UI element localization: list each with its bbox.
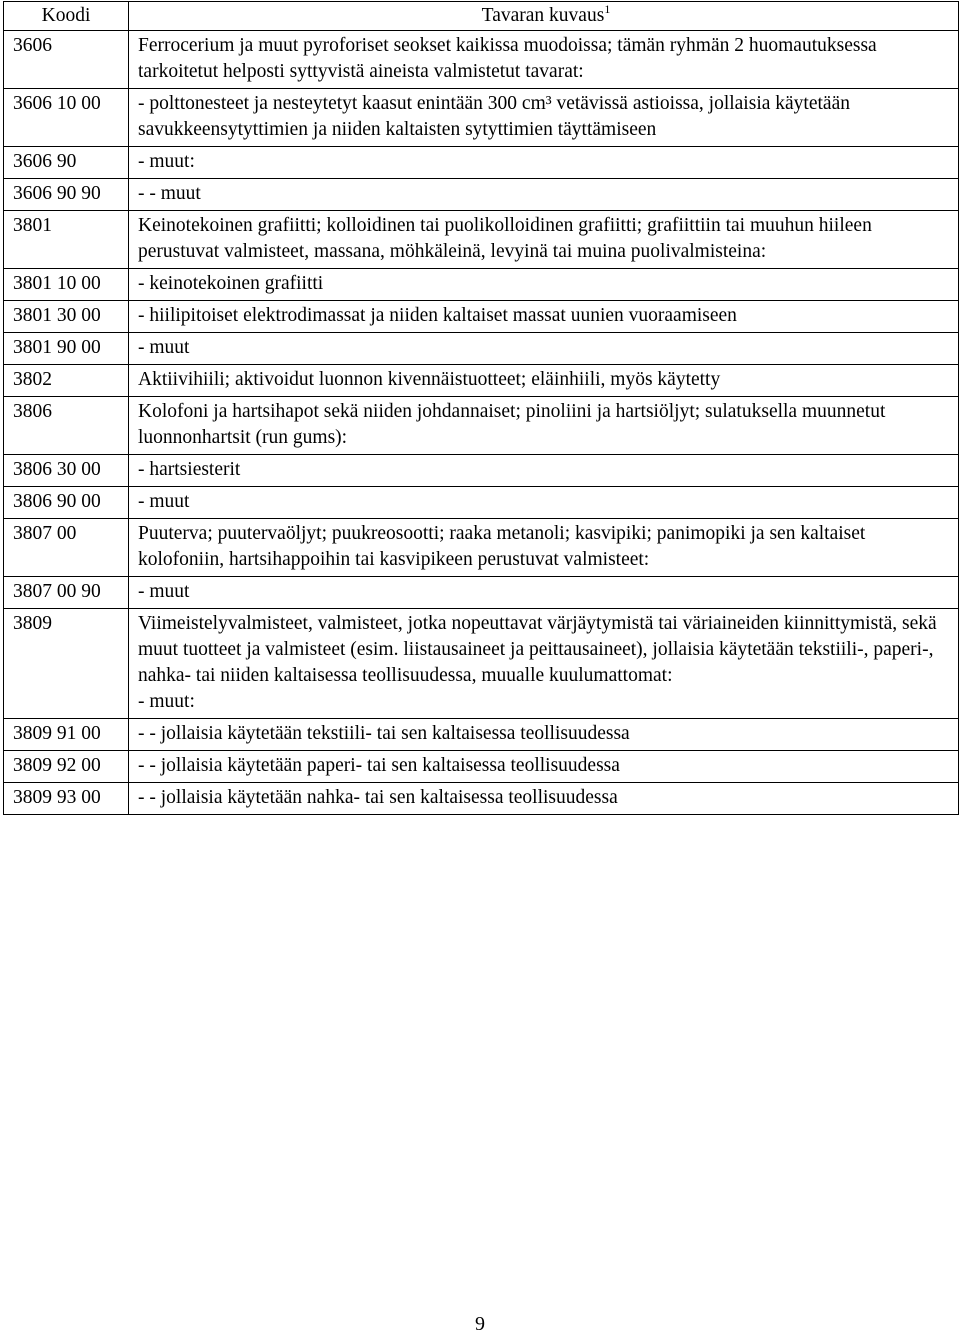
- row-description: - muut: [129, 577, 959, 609]
- row-description: - - muut: [129, 179, 959, 211]
- row-description: - - jollaisia käytetään paperi- tai sen kaltaisessa teollisuudessa: [129, 751, 959, 783]
- table-row: [4, 609, 959, 719]
- table-row: [4, 89, 959, 147]
- row-description: - muut: [129, 487, 959, 519]
- row-description: - muut:: [129, 147, 959, 179]
- row-code: 3606 90: [4, 147, 129, 179]
- row-description-sub: - muut:: [138, 691, 195, 712]
- table-row: [4, 455, 959, 487]
- table-row: [4, 211, 959, 269]
- row-description: - - jollaisia käytetään tekstiili- tai sen kaltaisessa teollisuudessa: [129, 719, 959, 751]
- row-description: - hartsiesterit: [129, 455, 959, 487]
- row-description: Keinotekoinen grafiitti; kolloidinen tai puolikolloidinen grafiitti; grafiittiin tai muuhun hiileen perustuvat valmisteet, massana, möhkäleinä, levyinä tai muina puolivalmisteina:: [129, 211, 959, 269]
- tariff-code-table: [3, 1, 959, 815]
- row-description: [129, 609, 959, 719]
- table-row: [4, 751, 959, 783]
- row-description-main: Viimeistelyvalmisteet, valmisteet, jotka nopeuttavat värjäytymistä tai väriaineiden kiinnittymistä, sekä muut tuotteet ja valmisteet (esim. liistausaineet ja peittausaineet), jollaisia käytetään tekstiili-, paperi-, nahka- tai niiden kaltaisessa teollisuudessa, muualle kuulumattomat:: [138, 613, 937, 686]
- row-description: Ferrocerium ja muut pyroforiset seokset kaikissa muodoissa; tämän ryhmän 2 huomautuksessa tarkoitetut helposti syttyvistä aineista valmistetut tavarat:: [129, 31, 959, 89]
- row-code: 3806 90 00: [4, 487, 129, 519]
- row-description: Puuterva; puutervaöljyt; puukreosootti; raaka metanoli; kasvipiki; panimopiki ja sen kaltaiset kolofoniin, hartsihappoihin tai kasvipikeen perustuvat valmisteet:: [129, 519, 959, 577]
- table-row: [4, 397, 959, 455]
- row-description: - - jollaisia käytetään nahka- tai sen kaltaisessa teollisuudessa: [129, 783, 959, 815]
- table-row: [4, 269, 959, 301]
- row-code: 3807 00: [4, 519, 129, 577]
- row-description: - polttonesteet ja nesteytetyt kaasut enintään 300 cm³ vetävissä astioissa, jollaisia käytetään savukkeensytyttimien ja niiden kaltaisten sytyttimien täyttämiseen: [129, 89, 959, 147]
- page-number: 9: [475, 1313, 485, 1335]
- table-row: [4, 487, 959, 519]
- table-row: [4, 333, 959, 365]
- row-code: 3809 92 00: [4, 751, 129, 783]
- row-description: - keinotekoinen grafiitti: [129, 269, 959, 301]
- table-row: [4, 301, 959, 333]
- table-row: [4, 577, 959, 609]
- row-code: 3806: [4, 397, 129, 455]
- description-header-label: Tavaran kuvaus: [481, 5, 605, 26]
- description-column-header: [129, 2, 959, 31]
- code-column-header: Koodi: [4, 2, 129, 31]
- row-description: Kolofoni ja hartsihapot sekä niiden johdannaiset; pinoliini ja hartsiöljyt; sulatuksella muunnetut luonnonhartsit (run gums):: [129, 397, 959, 455]
- row-code: 3606 90 90: [4, 179, 129, 211]
- table-row: [4, 519, 959, 577]
- row-description: Aktiivihiili; aktivoidut luonnon kivennäistuotteet; eläinhiili, myös käytetty: [129, 365, 959, 397]
- row-code: 3807 00 90: [4, 577, 129, 609]
- row-code: 3801 10 00: [4, 269, 129, 301]
- row-code: 3802: [4, 365, 129, 397]
- table-row: [4, 31, 959, 89]
- table-header-row: [4, 2, 959, 31]
- row-code: 3809 93 00: [4, 783, 129, 815]
- row-code: 3801: [4, 211, 129, 269]
- row-code: 3606 10 00: [4, 89, 129, 147]
- row-code: 3806 30 00: [4, 455, 129, 487]
- table-row: [4, 147, 959, 179]
- row-code: 3801 30 00: [4, 301, 129, 333]
- table-row: [4, 365, 959, 397]
- row-code: 3606: [4, 31, 129, 89]
- row-code: 3809 91 00: [4, 719, 129, 751]
- table-row: [4, 783, 959, 815]
- table-row: [4, 179, 959, 211]
- row-description: - muut: [129, 333, 959, 365]
- row-code: 3801 90 00: [4, 333, 129, 365]
- row-description: - hiilipitoiset elektrodimassat ja niiden kaltaiset massat uunien vuoraamiseen: [129, 301, 959, 333]
- footnote-marker: 1: [604, 2, 611, 16]
- row-code: 3809: [4, 609, 129, 719]
- table-row: [4, 719, 959, 751]
